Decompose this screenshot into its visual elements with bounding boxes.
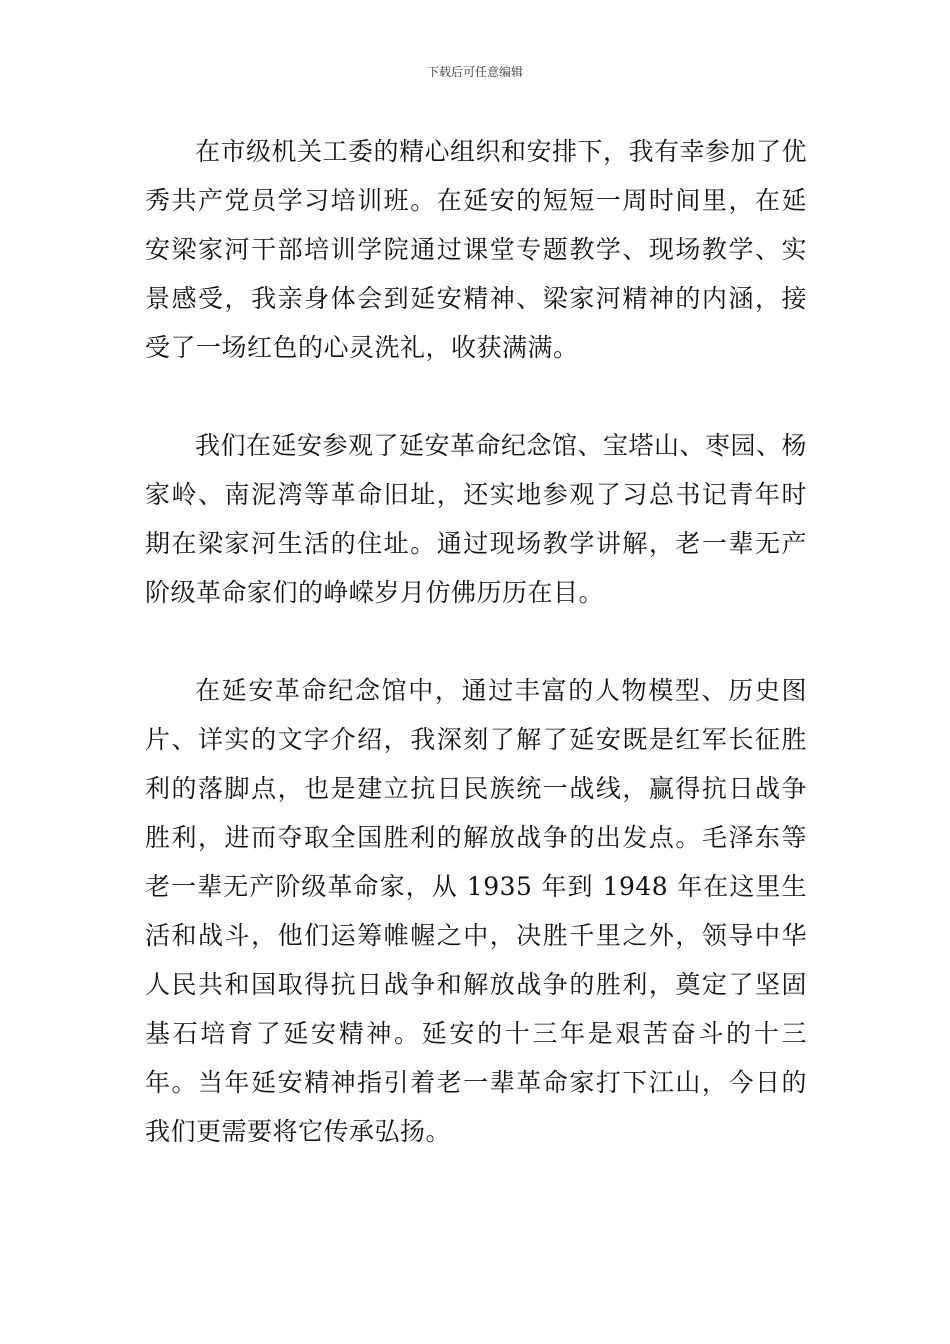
paragraph-3: 在延安革命纪念馆中，通过丰富的人物模型、历史图片、详实的文字介绍，我深刻了解了延安既是红军长征胜利的落脚点，也是建立抗日民族统一战线，赢得抗日战争胜利，进而夺取全国胜利的解放战争的出发点。毛泽东等老一辈无产阶级革命家，从 1935 年到 1948 年在这里生活和战斗，他们运筹帷幄之中，决胜千里之外，领导中华人民共和国取得抗日战争和解放战争的胜利，奠定了坚固基石培育了延安精神。延安的十三年是艰苦奋斗的十三年。当年延安精神指引着老一辈革命家打下江山，今日的我们更需要将它传承弘扬。 [145, 676, 807, 1146]
header-note: 下载后可任意编辑 [426, 65, 523, 79]
document-body [145, 127, 807, 1156]
paragraph-1: 在市级机关工委的精心组织和安排下，我有幸参加了优秀共产党员学习培训班。在延安的短短一周时间里，在延安梁家河干部培训学院通过课堂专题教学、现场教学、实景感受，我亲身体会到延安精神、梁家河精神的内涵，接受了一场红色的心灵洗礼，收获满满。 [145, 137, 808, 362]
paragraph-2: 我们在延安参观了延安革命纪念馆、宝塔山、枣园、杨家岭、南泥湾等革命旧址，还实地参观了习总书记青年时期在梁家河生活的住址。通过现场教学讲解，老一辈无产阶级革命家们的峥嵘岁月仿佛历历在目。 [145, 431, 808, 607]
